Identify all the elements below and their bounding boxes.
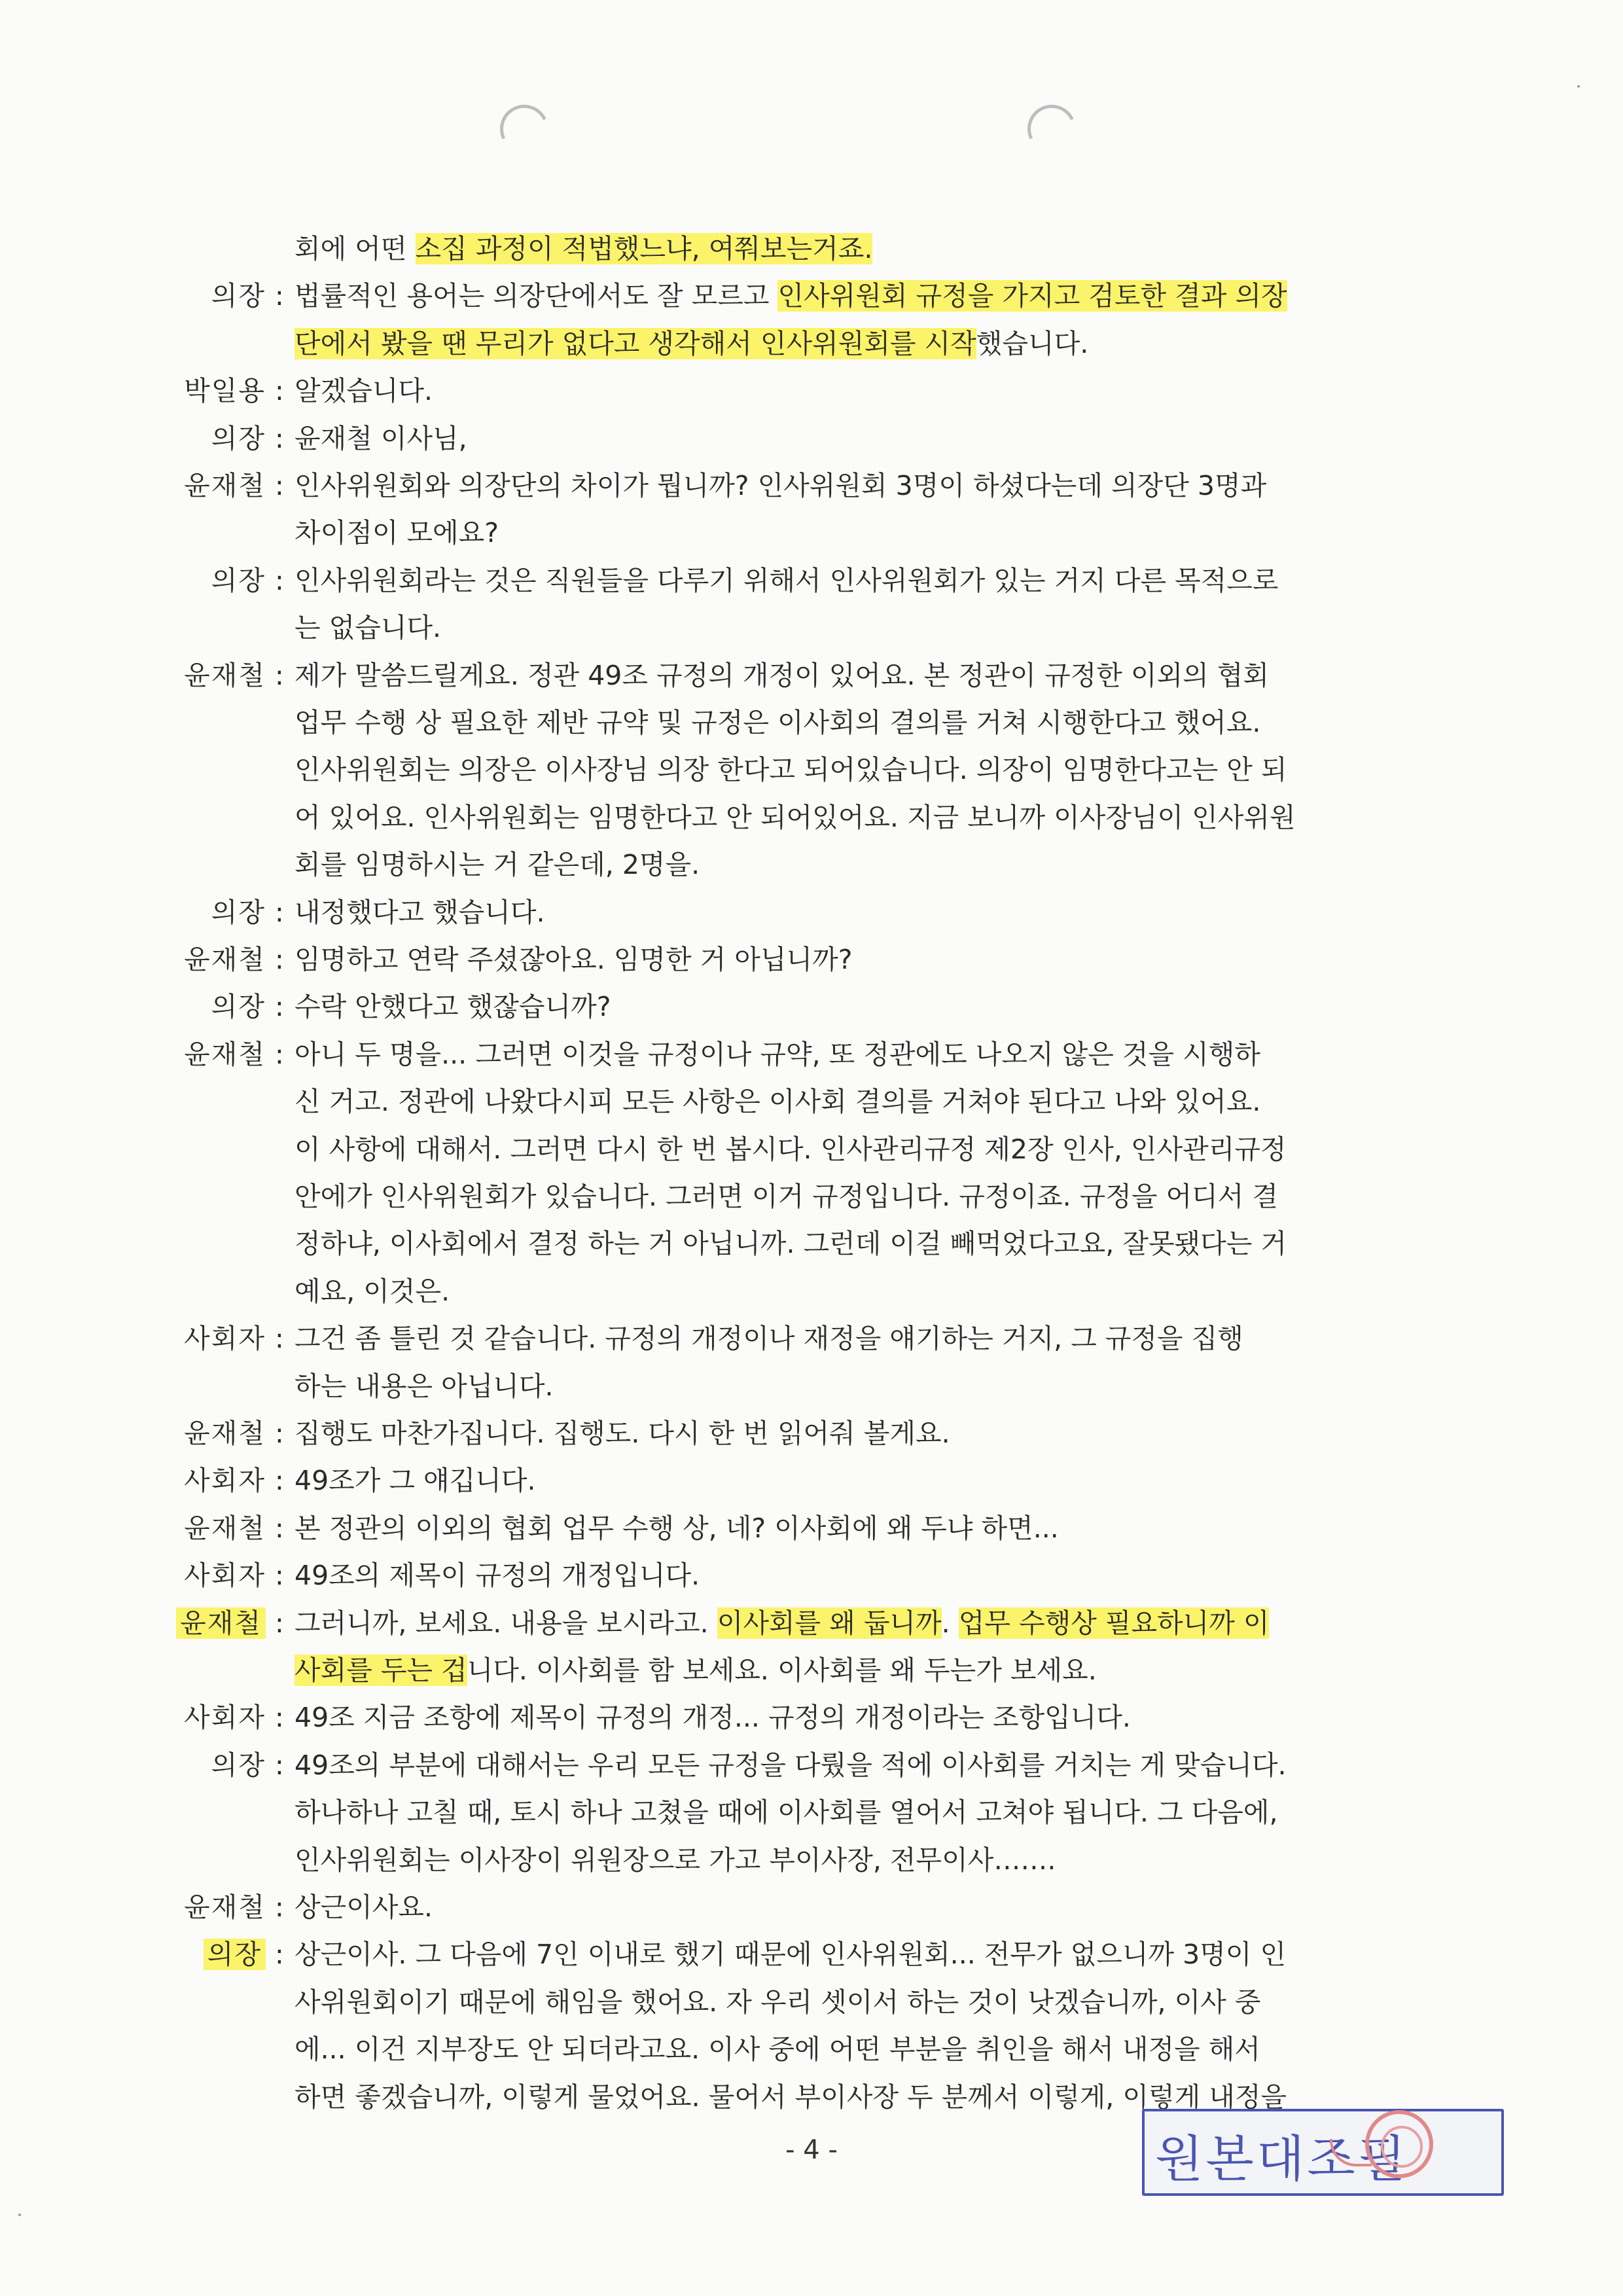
speaker-name xyxy=(171,1556,266,1595)
utterance xyxy=(294,1319,1243,1358)
speaker-colon: : xyxy=(275,564,284,596)
speaker-name xyxy=(171,466,266,505)
speaker-colon: : xyxy=(275,1607,284,1639)
speaker-name xyxy=(171,1509,266,1548)
utterance xyxy=(294,1367,554,1406)
punch-hole-left xyxy=(493,98,556,160)
speaker-label: 사회자 xyxy=(184,1702,266,1734)
utterance-text: 예요, 이것은. xyxy=(294,1275,450,1307)
utterance xyxy=(294,703,1260,742)
speaker-name xyxy=(171,1698,266,1737)
speaker-name xyxy=(171,1319,266,1358)
speaker-colon: : xyxy=(275,1512,284,1544)
speaker-colon: : xyxy=(275,375,284,407)
speaker-label: 의장 xyxy=(211,896,266,928)
speaker-label: 윤재철 xyxy=(184,1038,266,1070)
utterance-text: 수락 안했다고 했잖습니까? xyxy=(294,991,611,1023)
speaker-label: 박일용 xyxy=(184,375,266,407)
speaker-name xyxy=(171,1414,266,1453)
utterance xyxy=(294,1272,450,1311)
speaker-name xyxy=(171,987,266,1026)
utterance-text: 니다. 이사회를 함 보세요. 이사회를 왜 두는가 보세요. xyxy=(467,1655,1097,1686)
utterance xyxy=(294,1651,1097,1690)
highlighted-text: 이사회를 왜 둡니까 xyxy=(717,1607,942,1639)
speaker-colon: : xyxy=(275,659,284,691)
highlighted-text: 업무 수행상 필요하니까 이 xyxy=(958,1607,1270,1639)
utterance-text: 정하냐, 이사회에서 결정 하는 거 아닙니까. 그런데 이걸 빼먹었다고요, 잘못됐다는 거 xyxy=(294,1228,1287,1260)
utterance-text: 49조 지금 조항에 제목이 규정의 개정... 규정의 개정이라는 조항입니다. xyxy=(294,1702,1131,1734)
utterance xyxy=(294,276,1287,315)
highlighted-text: 단에서 봤을 땐 무리가 없다고 생각해서 인사위원회를 시작 xyxy=(294,327,976,359)
speaker-label: 의장 xyxy=(211,991,266,1023)
utterance xyxy=(294,1556,700,1595)
speaker-label: 윤재철 xyxy=(184,470,266,501)
utterance-text: 집행도 마찬가집니다. 집행도. 다시 한 번 읽어줘 볼게요. xyxy=(294,1418,950,1449)
utterance xyxy=(294,1888,433,1927)
speaker-name xyxy=(171,893,266,932)
utterance xyxy=(294,2077,1287,2117)
utterance xyxy=(294,750,1287,789)
speaker-name xyxy=(171,1746,266,1785)
utterance xyxy=(294,2030,1260,2069)
speaker-colon: : xyxy=(275,1560,284,1592)
speaker-name xyxy=(171,371,266,410)
speaker-colon: : xyxy=(275,1038,284,1070)
utterance xyxy=(294,1840,1056,1880)
utterance-text: 회를 임명하시는 거 같은데, 2명을. xyxy=(294,849,700,881)
speaker-label: 윤재철 xyxy=(184,659,266,691)
utterance-text: 사위원회이기 때문에 해임을 했어요. 자 우리 셋이서 하는 것이 낫겠습니까, 이사 중 xyxy=(294,1986,1261,2018)
utterance-text: 신 거고. 정관에 나왔다시피 모든 사항은 이사회 결의를 거쳐야 된다고 나와 있어요. xyxy=(294,1086,1261,1118)
utterance-text: 차이점이 모에요? xyxy=(294,517,499,549)
utterance-text: 이 사항에 대해서. 그러면 다시 한 번 봅시다. 인사관리규정 제2장 인사, 인사관리규정 xyxy=(294,1133,1287,1165)
highlighted-text: 소집 과정이 적법했느냐, 여쭤보는거죠. xyxy=(415,233,873,264)
utterance-text: 인사위원회라는 것은 직원들을 다루기 위해서 인사위원회가 있는 거지 다른 목적으로 xyxy=(294,564,1279,596)
speaker-colon: : xyxy=(275,1418,284,1449)
speaker-colon: : xyxy=(275,1323,284,1355)
speaker-label: 윤재철 xyxy=(184,1512,266,1544)
utterance-text: 상근이사요. xyxy=(294,1892,433,1923)
speaker-name xyxy=(171,1604,266,1643)
scan-speck xyxy=(1577,85,1580,88)
utterance-text: 알겠습니다. xyxy=(294,375,433,407)
utterance xyxy=(294,1604,1269,1643)
seal-icon xyxy=(1365,2110,1433,2178)
speaker-name xyxy=(171,561,266,600)
punch-hole-right xyxy=(1021,98,1083,160)
speaker-name xyxy=(171,1888,266,1927)
speaker-colon: : xyxy=(275,470,284,501)
utterance xyxy=(294,1698,1131,1737)
utterance xyxy=(294,466,1266,505)
utterance-text: 업무 수행 상 필요한 제반 규약 및 규정은 이사회의 결의를 거쳐 시행한다고 했어요. xyxy=(294,707,1261,738)
highlighted-text: 인사위원회 규정을 가지고 검토한 결과 의장 xyxy=(777,280,1287,312)
utterance-text: 49조의 제목이 규정의 개정입니다. xyxy=(294,1560,700,1592)
speaker-name xyxy=(171,1461,266,1500)
utterance-text: 인사위원회와 의장단의 차이가 뭡니까? 인사위원회 3명이 하셨다는데 의장단 3명과 xyxy=(294,470,1267,501)
speaker-label: 의장 xyxy=(204,1939,266,1970)
speaker-name xyxy=(171,1035,266,1074)
utterance xyxy=(294,608,441,647)
utterance-text: 윤재철 이사님, xyxy=(294,422,467,454)
speaker-colon: : xyxy=(275,1702,284,1734)
utterance xyxy=(294,798,1296,837)
speaker-label: 사회자 xyxy=(184,1465,266,1497)
utterance xyxy=(294,371,433,410)
utterance-text: 어 있어요. 인사위원회는 임명한다고 안 되어있어요. 지금 보니까 이사장님이 인사위원 xyxy=(294,801,1296,833)
utterance-text: 인사위원회는 의장은 이사장님 의장 한다고 되어있습니다. 의장이 임명한다고는 안 되 xyxy=(294,754,1287,786)
utterance-text: 그건 좀 틀린 것 같습니다. 규정의 개정이나 재정을 얘기하는 거지, 그 규정을 집행 xyxy=(294,1323,1243,1355)
utterance xyxy=(294,324,1088,363)
speaker-name xyxy=(171,940,266,979)
page-number: - 4 - xyxy=(785,2135,838,2165)
speaker-label: 의장 xyxy=(211,280,266,312)
stamp-text: 원본대조필 xyxy=(1155,2130,1409,2188)
utterance xyxy=(294,513,499,552)
utterance-text: 49조의 부분에 대해서는 우리 모든 규정을 다뤘을 적에 이사회를 거치는 게 맞습니다. xyxy=(294,1749,1287,1781)
utterance-text: . xyxy=(941,1607,959,1639)
speaker-colon: : xyxy=(275,991,284,1023)
utterance-text: 회에 어떤 xyxy=(294,233,416,264)
utterance xyxy=(294,845,700,884)
utterance xyxy=(294,656,1269,695)
utterance-text: 에... 이건 지부장도 안 되더라고요. 이사 중에 어떤 부분을 취인을 해서 내정을 해서 xyxy=(294,2034,1260,2066)
utterance xyxy=(294,1035,1260,1074)
speaker-colon: : xyxy=(275,896,284,928)
utterance xyxy=(294,561,1279,600)
speaker-label: 윤재철 xyxy=(184,944,266,975)
speaker-colon: : xyxy=(275,1749,284,1781)
utterance-text: 하나하나 고칠 때, 토시 하나 고쳤을 때에 이사회를 열어서 고쳐야 됩니다. 그 다음에, xyxy=(294,1797,1278,1829)
utterance-text: 는 없습니다. xyxy=(294,612,442,644)
utterance xyxy=(294,1130,1287,1169)
utterance-text: 법률적인 용어는 의장단에서도 잘 모르고 xyxy=(294,280,778,312)
utterance-text: 하면 좋겠습니까, 이렇게 물었어요. 물어서 부이사장 두 분께서 이렇게, 이렇게 내정을 xyxy=(294,2081,1287,2113)
utterance xyxy=(294,419,467,458)
utterance xyxy=(294,987,611,1026)
utterance xyxy=(294,1082,1260,1121)
utterance xyxy=(294,940,852,979)
speaker-name xyxy=(171,656,266,695)
speaker-label: 사회자 xyxy=(184,1560,266,1592)
certified-copy-stamp xyxy=(1142,2109,1504,2196)
utterance xyxy=(294,1982,1260,2022)
utterance-text: 그러니까, 보세요. 내용을 보시라고. xyxy=(294,1607,717,1639)
speaker-name xyxy=(171,419,266,458)
speaker-colon: : xyxy=(275,422,284,454)
utterance-text: 상근이사. 그 다음에 7인 이내로 했기 때문에 인사위원회... 전무가 없으니까 3명이 인 xyxy=(294,1939,1287,1971)
speaker-label: 의장 xyxy=(211,564,266,596)
speaker-name xyxy=(171,276,266,315)
speaker-label: 윤재철 xyxy=(184,1418,266,1449)
utterance xyxy=(294,1793,1278,1832)
utterance-text: 본 정관의 이외의 협회 업무 수행 상, 네? 이사회에 왜 두냐 하면... xyxy=(294,1512,1059,1544)
utterance-text: 내정했다고 했습니다. xyxy=(294,896,545,928)
highlighted-text: 사회를 두는 겁 xyxy=(294,1655,467,1686)
utterance-text: 하는 내용은 아닙니다. xyxy=(294,1370,554,1402)
utterance xyxy=(294,1414,950,1453)
speaker-label: 의장 xyxy=(211,422,266,454)
speaker-label: 의장 xyxy=(211,1749,266,1781)
utterance-text: 했습니다. xyxy=(976,327,1089,359)
utterance xyxy=(294,1224,1287,1263)
utterance xyxy=(294,229,872,268)
utterance xyxy=(294,1746,1287,1785)
utterance-text: 제가 말씀드릴게요. 정관 49조 규정의 개정이 있어요. 본 정관이 규정한 이외의 협회 xyxy=(294,659,1269,691)
utterance-text: 인사위원회는 이사장이 위원장으로 가고 부이사장, 전무이사……. xyxy=(294,1844,1056,1876)
utterance xyxy=(294,1177,1278,1216)
speaker-name xyxy=(171,1935,266,1974)
speaker-label: 윤재철 xyxy=(176,1607,266,1639)
utterance xyxy=(294,893,545,932)
speaker-colon: : xyxy=(275,1892,284,1923)
utterance-text: 49조가 그 얘깁니다. xyxy=(294,1465,536,1497)
speaker-label: 윤재철 xyxy=(184,1892,266,1923)
speaker-colon: : xyxy=(275,280,284,312)
speaker-colon: : xyxy=(275,1939,284,1971)
utterance-text: 안에가 인사위원회가 있습니다. 그러면 이거 규정입니다. 규정이죠. 규정을 어디서 결 xyxy=(294,1181,1278,1212)
utterance-text: 임명하고 연락 주셨잖아요. 임명한 거 아닙니까? xyxy=(294,944,853,975)
utterance xyxy=(294,1461,536,1500)
speaker-colon: : xyxy=(275,1465,284,1497)
speaker-colon: : xyxy=(275,944,284,975)
scan-speck xyxy=(18,2214,21,2216)
utterance xyxy=(294,1509,1059,1548)
speaker-label: 사회자 xyxy=(184,1323,266,1355)
utterance xyxy=(294,1935,1286,1974)
utterance-text: 아니 두 명을... 그러면 이것을 규정이나 규약, 또 정관에도 나오지 않은 것을 시행하 xyxy=(294,1038,1260,1070)
